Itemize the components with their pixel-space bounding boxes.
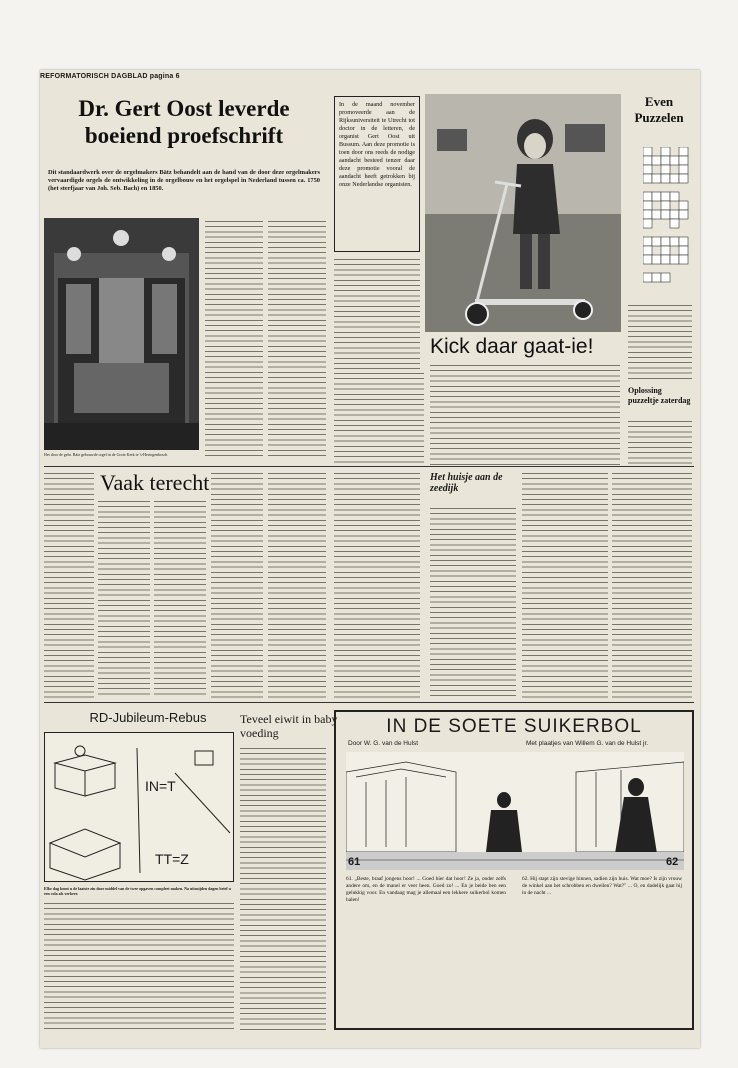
story-column-3: [522, 470, 608, 700]
suikerbol-text-right: 62. Hij stapt zijn stevige binnen, sadien zijn huis. Wat moe? Is zijn vrouw de winkel aan het schrobben en dweilen? Wat?" ... O, en dadelijk gaat hij in de nacht ...: [522, 876, 682, 896]
story-column-4: [612, 470, 692, 700]
rebus-answer-list: [44, 900, 234, 1030]
rebus-instructions: Elke dag komt u de laatste zin door middel van de twee opgaven compleet maken. Na uitsnijden dagen brief u een cola als verkeer.: [44, 886, 231, 896]
suikerbol-panel: [334, 710, 694, 1030]
suikerbol-illustration: [346, 752, 684, 870]
vaak-intro-column: [44, 470, 94, 700]
teveel-headline: Teveel eiwit in baby voeding: [240, 712, 338, 740]
rebus-equation-2: TT=Z: [155, 851, 189, 867]
vaak-column-2: [154, 498, 206, 698]
vaak-column-3: [211, 470, 263, 700]
suikerbol-title: IN DE SOETE SUIKERBOL: [386, 716, 642, 737]
suikerbol-text-left: 61. „Beste, braaf jongens hoor! ... Goed hier dat hoor! Ze ja, onder zelfs andere om, en de manel er veer heen. Goed zo! ... En je beide ben een gelukkig voor. En vandaag mag je allemaal een lekkere suikerbol komen halen!: [346, 876, 506, 903]
puzzle-title: Even Puzzelen: [634, 94, 684, 125]
puzzle-solution-title: Oplossing puzzeltje zaterdag: [628, 386, 691, 405]
kick-column-1: [334, 370, 424, 465]
kick-headline: Kick daar gaat-ie!: [430, 335, 594, 358]
oost-text-column-1: [205, 218, 263, 458]
rebus-title: RD-Jubileum-Rebus: [89, 710, 207, 725]
suikerbol-page-right: 62: [666, 856, 679, 868]
story-column-1: [334, 470, 420, 700]
suikerbol-page-left: 61: [348, 856, 361, 868]
huisje-title: Het huisje aan de zeedijk: [430, 472, 503, 494]
rebus-puzzle-box: [44, 732, 234, 882]
vaak-column-4: [268, 470, 326, 700]
puzzle-solution-text: [628, 418, 692, 466]
oost-lead: Dit standaardwerk over de orgelmakers Bätz behandelt aan de hand van de door deze orgelmakers vervaardigde orgels de ontwikkeling in de orgelbouw en het orgelspel in Nederland tussen ca. 1750 (het sterfjaar van Joh. Seb. Bach) en 1850.: [48, 169, 320, 193]
scooter-photo: [425, 94, 621, 332]
vaak-headline: Vaak terecht: [100, 470, 210, 495]
rebus-equation-1: IN=T: [145, 778, 176, 794]
horizontal-divider: [44, 466, 694, 467]
organ-photo-caption: Het door de gebr. Bätz gebouwde orgel in de Grote Kerk te 's-Hertogenbosch: [44, 452, 168, 457]
teveel-text: [240, 745, 326, 1030]
suikerbol-byline-right: Met plaatjes van Willem G. van de Hulst jr.: [526, 740, 649, 747]
oost-sidebar-box: [334, 96, 420, 252]
vaak-column-1: [98, 498, 150, 698]
kick-column-2: [430, 362, 620, 465]
oost-headline: Dr. Gert Oost leverde boeiend proefschrift: [78, 96, 290, 148]
suikerbol-byline-left: Door W. G. van de Hulst: [348, 740, 419, 747]
puzzle-clues: [628, 302, 692, 380]
oost-text-column-2: [268, 218, 326, 458]
page-header: REFORMATORISCH DAGBLAD pagina 6: [40, 73, 180, 80]
story-column-2: [430, 505, 516, 700]
organ-photo: [44, 218, 199, 450]
horizontal-divider-2: [44, 702, 694, 703]
crossword-grid: [643, 147, 691, 297]
oost-sidebar-text: In de maand november promoveerde aan de Rijksuniversiteit te Utrecht tot doctor in de letteren, de organist Gert Oost uit Bussum. Aan deze promotie is toen door ons reeds de nodige aandacht besteed tenzer daar deze promotie vooral de aandacht heeft getrokken bij onze Nederlandse organisten.: [339, 101, 415, 188]
